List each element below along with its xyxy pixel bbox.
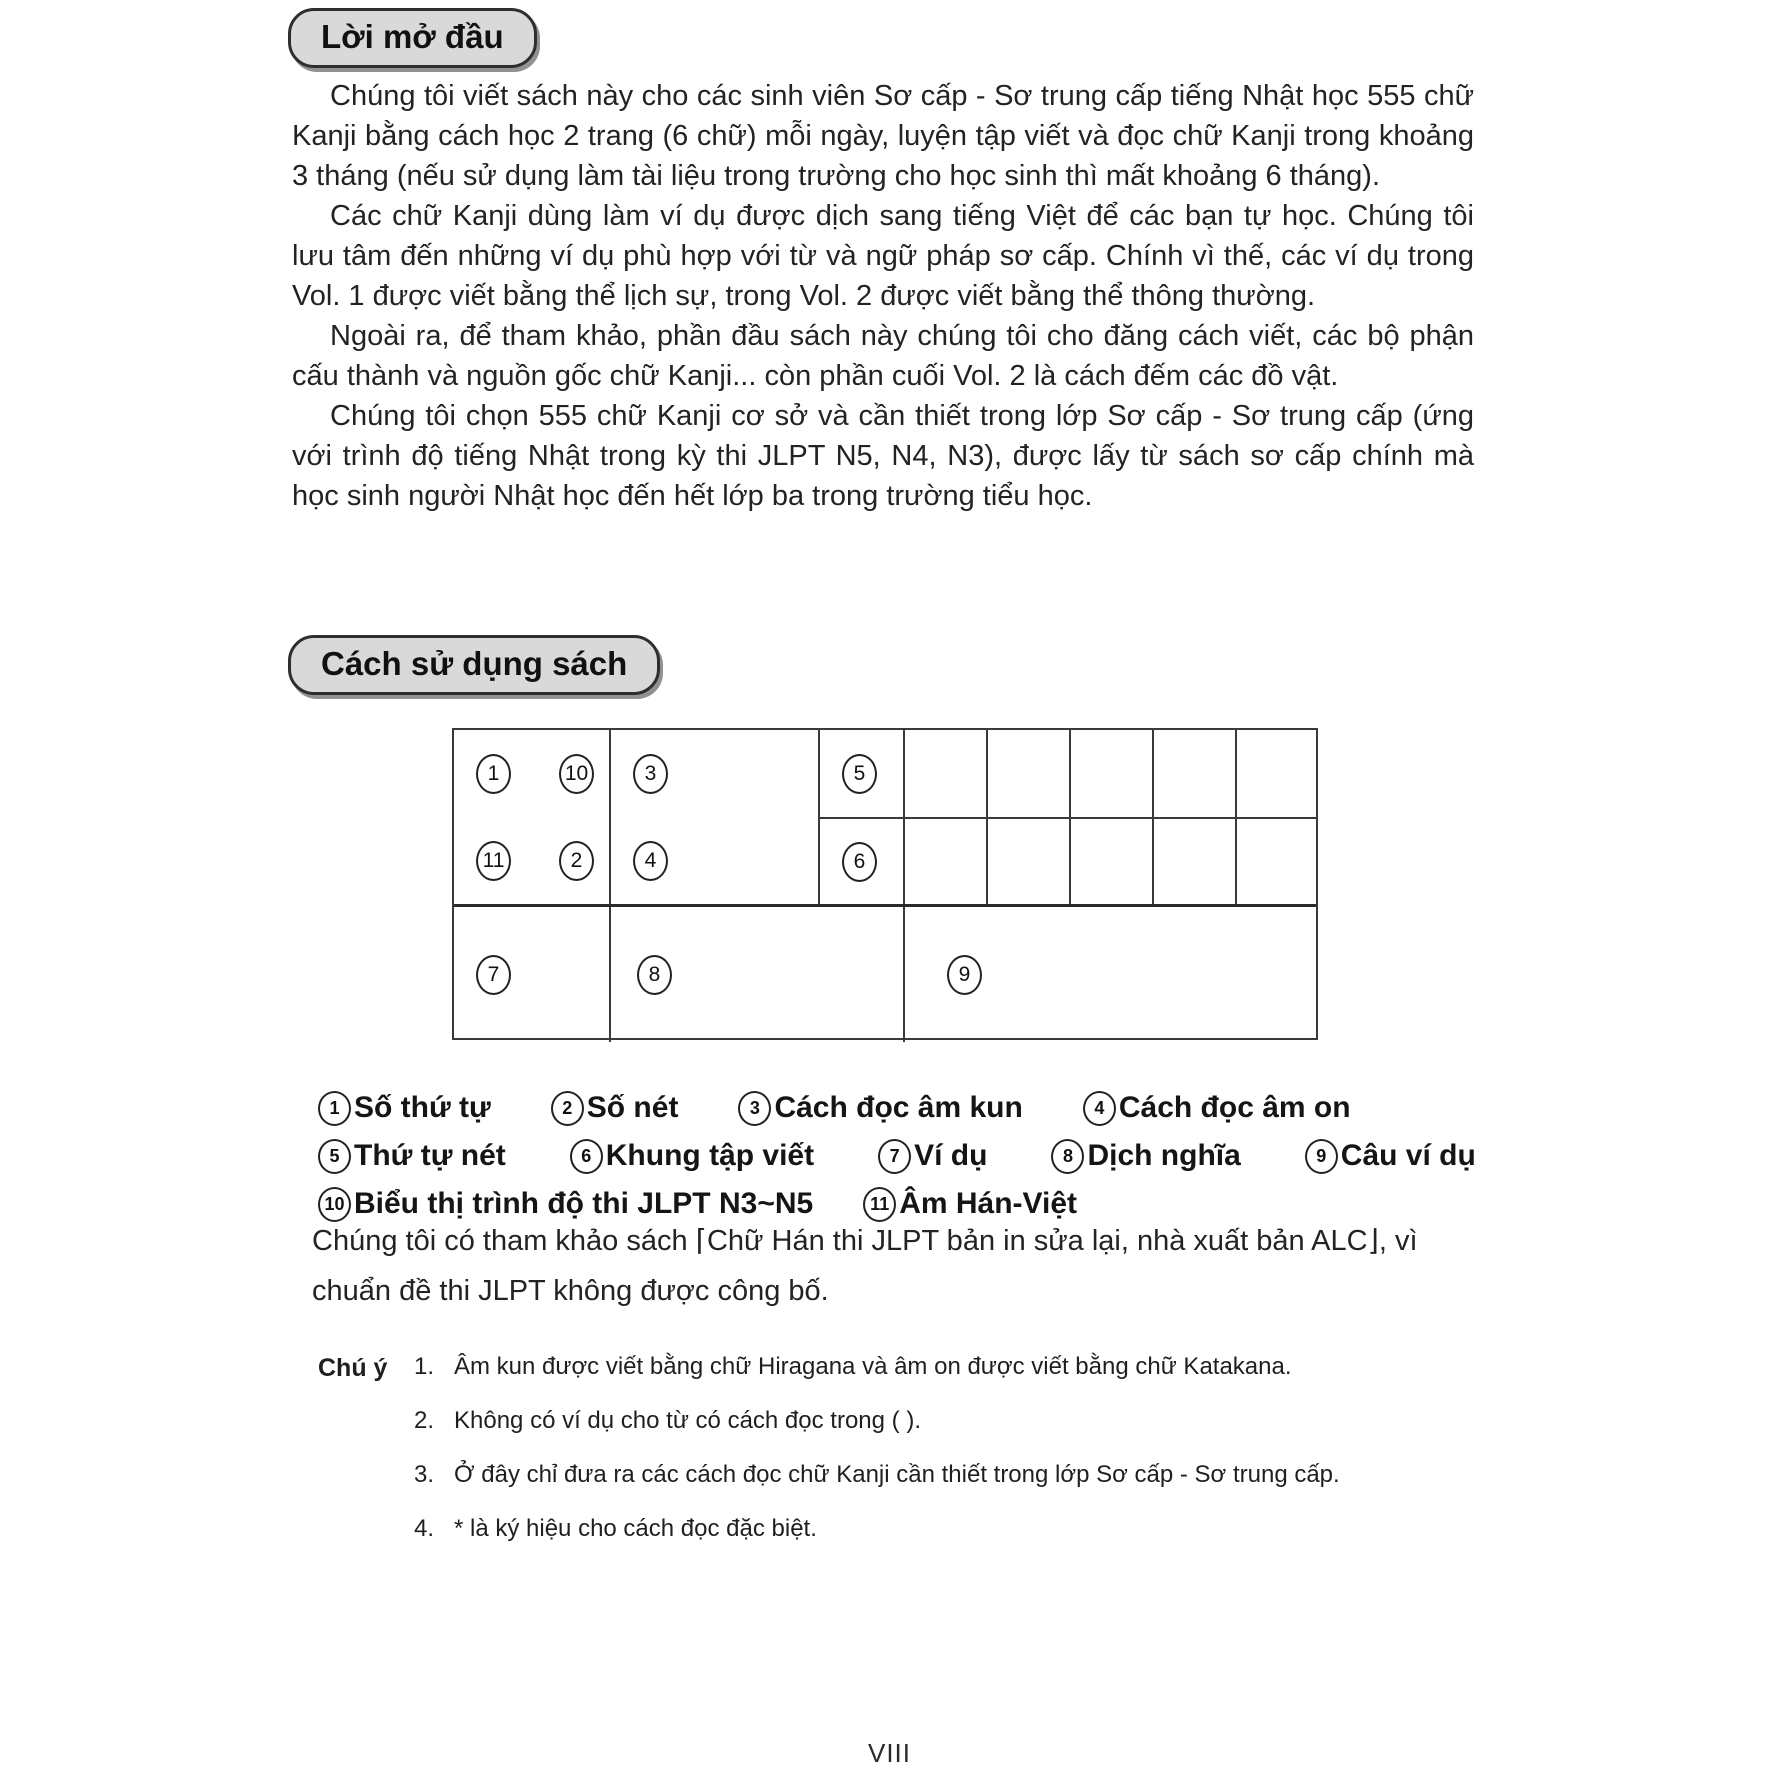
- practice-cell-empty: [1069, 817, 1152, 904]
- legend-label: Ví dụ: [914, 1139, 988, 1172]
- preface-text: [292, 76, 1474, 516]
- note-number: 3.: [414, 1461, 435, 1488]
- circled-number-4: 4: [1083, 1091, 1116, 1126]
- diagram-practice-grid: [820, 730, 1318, 904]
- practice-cell-empty: [903, 730, 986, 817]
- preface-paragraph-2: Các chữ Kanji dùng làm ví dụ được dịch sang tiếng Việt để các bạn tự học. Chúng tôi lưu tâm đến những ví dụ phù hợp với từ và ngữ pháp sơ cấp. Chính vì thế, các ví dụ trong Vol. 1 được viết bằng thể lịch sự, trong Vol. 2 được viết bằng thể thông thường.: [292, 200, 1474, 312]
- note-number: 4.: [414, 1515, 435, 1542]
- legend-row-2: [318, 1132, 1508, 1180]
- legend-label: Cách đọc âm kun: [774, 1091, 1023, 1124]
- diagram-example-cell: [454, 907, 611, 1042]
- circled-number-11: 11: [863, 1187, 896, 1222]
- legend-label: Số nét: [586, 1091, 679, 1124]
- legend-item-7: [878, 1139, 987, 1174]
- note-text: Âm kun được viết bằng chữ Hiragana và âm on được viết bằng chữ Katakana.: [454, 1353, 1292, 1380]
- diagram-kun-row: [611, 730, 818, 817]
- note-item-4: [414, 1514, 1508, 1543]
- circled-number-1: 1: [476, 754, 511, 794]
- legend-row-1: [318, 1084, 1508, 1132]
- diagram-stroke-order-cell: [820, 730, 903, 817]
- legend-item-2: [551, 1091, 679, 1126]
- diagram-id-cell-row1: [454, 730, 609, 817]
- legend-label: Dịch nghĩa: [1087, 1139, 1241, 1172]
- practice-cell-empty: [1235, 730, 1318, 817]
- note-number: 2.: [414, 1407, 435, 1434]
- note-text: * là ký hiệu cho cách đọc đặc biệt.: [454, 1515, 817, 1542]
- diagram-legend: [318, 1084, 1508, 1228]
- circled-number-7: 7: [878, 1139, 911, 1174]
- legend-label: Biểu thị trình độ thi JLPT N3~N5: [354, 1187, 814, 1220]
- circled-number-9: 9: [947, 955, 982, 995]
- diagram-writing-frame-cell: [820, 817, 903, 904]
- preface-paragraph-4: Chúng tôi chọn 555 chữ Kanji cơ sở và cần thiết trong lớp Sơ cấp - Sơ trung cấp (ứng với trình độ tiếng Nhật trong kỳ thi JLPT N5, N4, N3), được lấy từ sách sơ cấp chính mà học sinh người Nhật học đến hết lớp ba trong trường tiểu học.: [292, 400, 1474, 512]
- notes-label: Chú ý: [318, 1354, 388, 1382]
- kanji-entry-diagram: [452, 728, 1318, 1040]
- diagram-on-row: [611, 817, 818, 904]
- circled-number-10: 10: [318, 1187, 351, 1222]
- preface-paragraph-3: Ngoài ra, để tham khảo, phần đầu sách này chúng tôi cho đăng cách viết, các bộ phận cấu thành và nguồn gốc chữ Kanji... còn phần cuối Vol. 2 là cách đếm các đồ vật.: [292, 320, 1474, 392]
- legend-label: Âm Hán-Việt: [899, 1187, 1078, 1220]
- circled-number-10: 10: [559, 754, 594, 794]
- practice-cell-empty: [1235, 817, 1318, 904]
- practice-cell-empty: [903, 817, 986, 904]
- legend-item-5: [318, 1139, 506, 1174]
- circled-number-6: 6: [842, 842, 877, 882]
- practice-cell-empty: [986, 817, 1069, 904]
- diagram-id-cell: [454, 730, 611, 904]
- practice-cell-empty: [986, 730, 1069, 817]
- note-item-2: [414, 1406, 1508, 1435]
- diagram-readings-cell: [611, 730, 820, 904]
- circled-number-8: 8: [637, 955, 672, 995]
- circled-number-3: 3: [738, 1091, 771, 1126]
- legend-item-1: [318, 1091, 491, 1126]
- diagram-id-cell-row2: [454, 817, 609, 904]
- legend-item-8: [1051, 1139, 1240, 1174]
- circled-number-9: 9: [1305, 1139, 1338, 1174]
- usage-section: [288, 635, 660, 695]
- legend-label: Câu ví dụ: [1340, 1139, 1476, 1172]
- usage-badge: Cách sử dụng sách: [288, 635, 660, 695]
- legend-label: Cách đọc âm on: [1118, 1091, 1351, 1124]
- circled-number-5: 5: [842, 754, 877, 794]
- circled-number-6: 6: [570, 1139, 603, 1174]
- legend-label: Thứ tự nét: [354, 1139, 506, 1172]
- reference-note: Chúng tôi có tham khảo sách ⌈Chữ Hán thi JLPT bản in sửa lại, nhà xuất bản ALC⌋, vì chuẩn đề thi JLPT không được công bố.: [312, 1225, 1418, 1307]
- practice-cell-empty: [1069, 730, 1152, 817]
- note-text: Không có ví dụ cho từ có cách đọc trong ( ).: [454, 1407, 921, 1434]
- practice-cell-empty: [1152, 817, 1235, 904]
- circled-number-5: 5: [318, 1139, 351, 1174]
- notes-section: [318, 1352, 1508, 1568]
- circled-number-8: 8: [1051, 1139, 1084, 1174]
- preface-paragraph-1: Chúng tôi viết sách này cho các sinh viên Sơ cấp - Sơ trung cấp tiếng Nhật học 555 chữ Kanji bằng cách học 2 trang (6 chữ) mỗi ngày, luyện tập viết và đọc chữ Kanji trong khoảng 3 tháng (nếu sử dụng làm tài liệu trong trường cho học sinh thì mất khoảng 6 tháng).: [292, 80, 1474, 192]
- diagram-bottom-row: [454, 904, 1316, 1042]
- note-item-3: [414, 1460, 1508, 1489]
- note-item-1: [414, 1352, 1508, 1381]
- legend-item-6: [570, 1139, 814, 1174]
- notes-list: [414, 1352, 1508, 1568]
- circled-number-1: 1: [318, 1091, 351, 1126]
- circled-number-2: 2: [551, 1091, 584, 1126]
- note-text: Ở đây chỉ đưa ra các cách đọc chữ Kanji cần thiết trong lớp Sơ cấp - Sơ trung cấp.: [454, 1461, 1340, 1488]
- note-number: 1.: [414, 1353, 435, 1380]
- legend-item-4: [1083, 1091, 1351, 1126]
- diagram-meaning-cell: [611, 907, 905, 1042]
- diagram-sentence-cell: [905, 907, 1316, 1042]
- circled-number-7: 7: [476, 955, 511, 995]
- practice-cell-empty: [1152, 730, 1235, 817]
- circled-number-3: 3: [633, 754, 668, 794]
- circled-number-11: 11: [476, 841, 511, 881]
- circled-number-4: 4: [633, 841, 668, 881]
- preface-section: [288, 8, 537, 68]
- legend-item-9: [1305, 1139, 1476, 1174]
- legend-item-3: [738, 1091, 1022, 1126]
- page-number: VIII: [867, 1738, 911, 1768]
- legend-label: Khung tập viết: [605, 1139, 815, 1172]
- circled-number-2: 2: [559, 841, 594, 881]
- legend-label: Số thứ tự: [354, 1091, 491, 1124]
- preface-badge: Lời mở đầu: [288, 8, 537, 68]
